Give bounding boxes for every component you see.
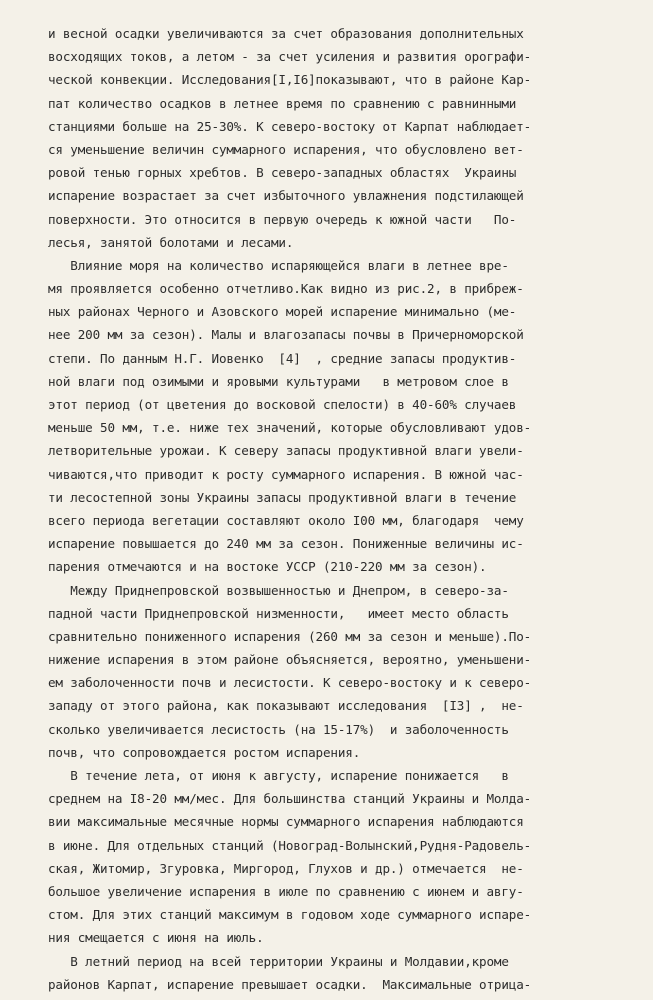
text-line: в июне. Для отдельных станций (Новоград-Волынский,Рудня-Радовель- (48, 837, 532, 853)
text-line: почв, что сопровождается ростом испарения. (48, 744, 361, 760)
text-line: этот период (от цветения до восковой спелости) в 40-60% случаев (48, 397, 517, 412)
text-line: поверхности. Это относится в первую очередь к южной части По- (48, 211, 517, 227)
text-line: и весной осадки увеличиваются за счет образования дополнительных (48, 26, 524, 41)
text-line: пат количество осадков в летнее время по сравнению с равнинными (48, 95, 517, 111)
text-line: ной влаги под озимыми и яровыми культурами в метровом слое в (48, 373, 509, 389)
text-line: ровой тенью горных хребтов. В северо-западных областях Украины (48, 165, 517, 181)
page-body-text (48, 22, 628, 996)
text-line: В летний период на всей территории Украины и Молдавии,кроме (48, 953, 509, 969)
text-line: стом. Для этих станций максимум в годовом ходе суммарного испаре- (48, 907, 532, 923)
text-line: сколько увеличивается лесистость (на 15-17%) и заболоченность (48, 721, 509, 737)
text-line: Влияние моря на количество испаряющейся влаги в летнее вре- (48, 257, 509, 273)
text-line: Между Приднепровской возвышенностью и Днепром, в северо-за- (48, 582, 509, 598)
paragraph-3 (48, 579, 628, 765)
paragraph-2 (48, 254, 628, 579)
text-line: ти лесостепной зоны Украины запасы продуктивной влаги в течение (48, 489, 517, 505)
text-line: вии максимальные месячные нормы суммарного испарения наблюдаются (48, 814, 524, 830)
text-line: летворительные урожаи. К северу запасы продуктивной влаги увели- (48, 443, 524, 459)
text-line: парения отмечаются и на востоке УССР (210-220 мм за сезон). (48, 559, 487, 575)
text-line: районов Карпат, испарение превышает осадки. Максимальные отрица- (48, 976, 532, 992)
text-line: ся уменьшение величин суммарного испарения, что обусловлено вет- (48, 141, 524, 157)
text-line: западу от этого района, как показывают исследования [I3] , не- (48, 698, 524, 714)
text-line: чиваются,что приводит к росту суммарного испарения. В южной час- (48, 466, 524, 482)
text-line: испарение возрастает за счет избыточного увлажнения подстилающей (48, 188, 524, 204)
text-line: всего периода вегетации составляют около I00 мм, благодаря чему (48, 512, 524, 528)
text-line: нижение испарения в этом районе объясняется, вероятно, уменьшени- (48, 652, 532, 668)
text-line: сравнительно пониженного испарения (260 мм за сезон и меньше).По- (48, 628, 532, 644)
text-line: мя проявляется особенно отчетливо.Как видно из рис.2, в прибреж- (48, 281, 524, 297)
paragraph-4 (48, 764, 628, 950)
text-line: В течение лета, от июня к августу, испарение понижается в (48, 768, 509, 783)
text-line: ния смещается с июня на июль. (48, 930, 264, 946)
text-line: испарение повышается до 240 мм за сезон. Пониженные величины ис- (48, 536, 524, 552)
text-line: станциями больше на 25-30%. К северо-востоку от Карпат наблюдает- (48, 118, 532, 134)
text-line: ных районах Черного и Азовского морей испарение минимально (ме- (48, 304, 517, 320)
text-line: среднем на I8-20 мм/мес. Для большинства станций Украины и Молда- (48, 791, 532, 807)
text-line: восходящих токов, а летом - за счет усиления и развития орографи- (48, 49, 532, 65)
text-line: степи. По данным Н.Г. Иовенко [4] , средние запасы продуктив- (48, 350, 517, 366)
text-line: большое увеличение испарения в июле по сравнению с июнем и авгу- (48, 883, 524, 899)
text-line: ская, Житомир, Згуровка, Миргород, Глухов и др.) отмечается не- (48, 860, 524, 876)
text-line: меньше 50 мм, т.е. ниже тех значений, которые обусловливают удов- (48, 420, 532, 436)
text-line: нее 200 мм за сезон). Малы и влагозапасы почвы в Причерноморской (48, 327, 524, 343)
text-line: ем заболоченности почв и лесистости. К северо-востоку и к северо- (48, 675, 532, 691)
text-line: падной части Приднепровской низменности, имеет место область (48, 605, 509, 621)
paragraph-5 (48, 950, 628, 996)
paragraph-1 (48, 22, 628, 254)
text-line: ческой конвекции. Исследования[I,I6]показывают, что в районе Кар- (48, 72, 532, 88)
text-line: лесья, занятой болотами и лесами. (48, 234, 294, 250)
